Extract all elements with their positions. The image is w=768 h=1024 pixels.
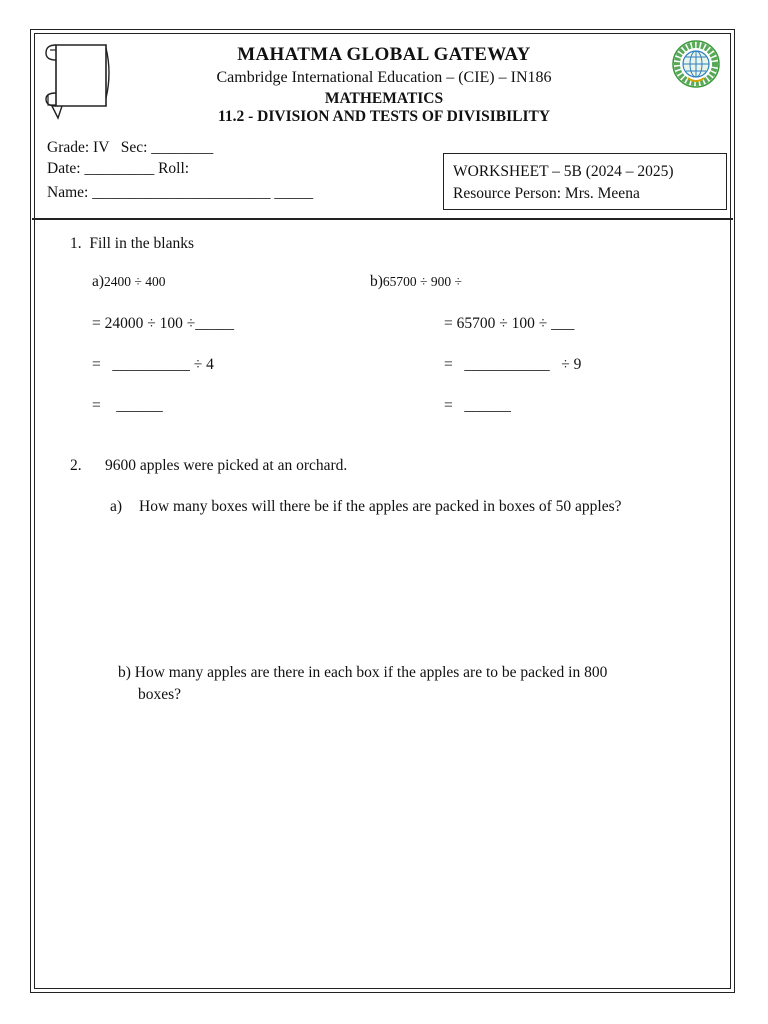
q1a-expr: 2400 ÷ 400 — [104, 274, 166, 289]
q1a-expression — [92, 273, 165, 291]
q1b-step-3: = ______ — [444, 397, 511, 414]
worksheet-number: WORKSHEET – 5B (2024 – 2025) — [453, 163, 674, 180]
question-2-text: 9600 apples were picked at an orchard. — [105, 457, 348, 474]
question-1-title: 1. Fill in the blanks — [70, 235, 194, 252]
q1a-step-2: = __________ ÷ 4 — [92, 356, 214, 373]
name-field: Name: _______________________ _____ — [47, 184, 314, 201]
q1a-label: a) — [92, 273, 105, 290]
q1a-step-3: = ______ — [92, 397, 163, 414]
q2a-text: How many boxes will there be if the apples are packed in boxes of 50 apples? — [139, 498, 622, 515]
chapter-title: 11.2 - DIVISION AND TESTS OF DIVISIBILITY — [217, 108, 551, 125]
q2b-text-line-1: b) How many apples are there in each box if the apples are to be packed in 800 — [118, 664, 608, 681]
q1b-expr: 65700 ÷ 900 ÷ — [382, 274, 462, 289]
board-affiliation: Cambridge International Education – (CIE) – IN186 — [216, 69, 552, 86]
q1b-step-1: = 65700 ÷ 100 ÷ ___ — [444, 315, 575, 332]
worksheet-info-box — [443, 153, 727, 210]
header-separator — [32, 218, 733, 220]
q1a-step-1: = 24000 ÷ 100 ÷_____ — [92, 315, 235, 332]
q2a-label: a) — [110, 498, 123, 515]
q1b-expression — [370, 273, 462, 291]
resource-person: Resource Person: Mrs. Meena — [453, 185, 640, 202]
question-2-number: 2. — [70, 457, 82, 474]
subject-title: MATHEMATICS — [324, 90, 444, 107]
date-roll-field: Date: _________ Roll: — [47, 160, 190, 177]
grade-section-field: Grade: IV Sec: ________ — [47, 139, 214, 156]
q1b-step-2: = ___________ ÷ 9 — [444, 356, 582, 373]
q1b-label: b) — [370, 273, 383, 290]
q2b-text-line-2: boxes? — [138, 686, 182, 703]
school-name: MAHATMA GLOBAL GATEWAY — [237, 44, 531, 65]
